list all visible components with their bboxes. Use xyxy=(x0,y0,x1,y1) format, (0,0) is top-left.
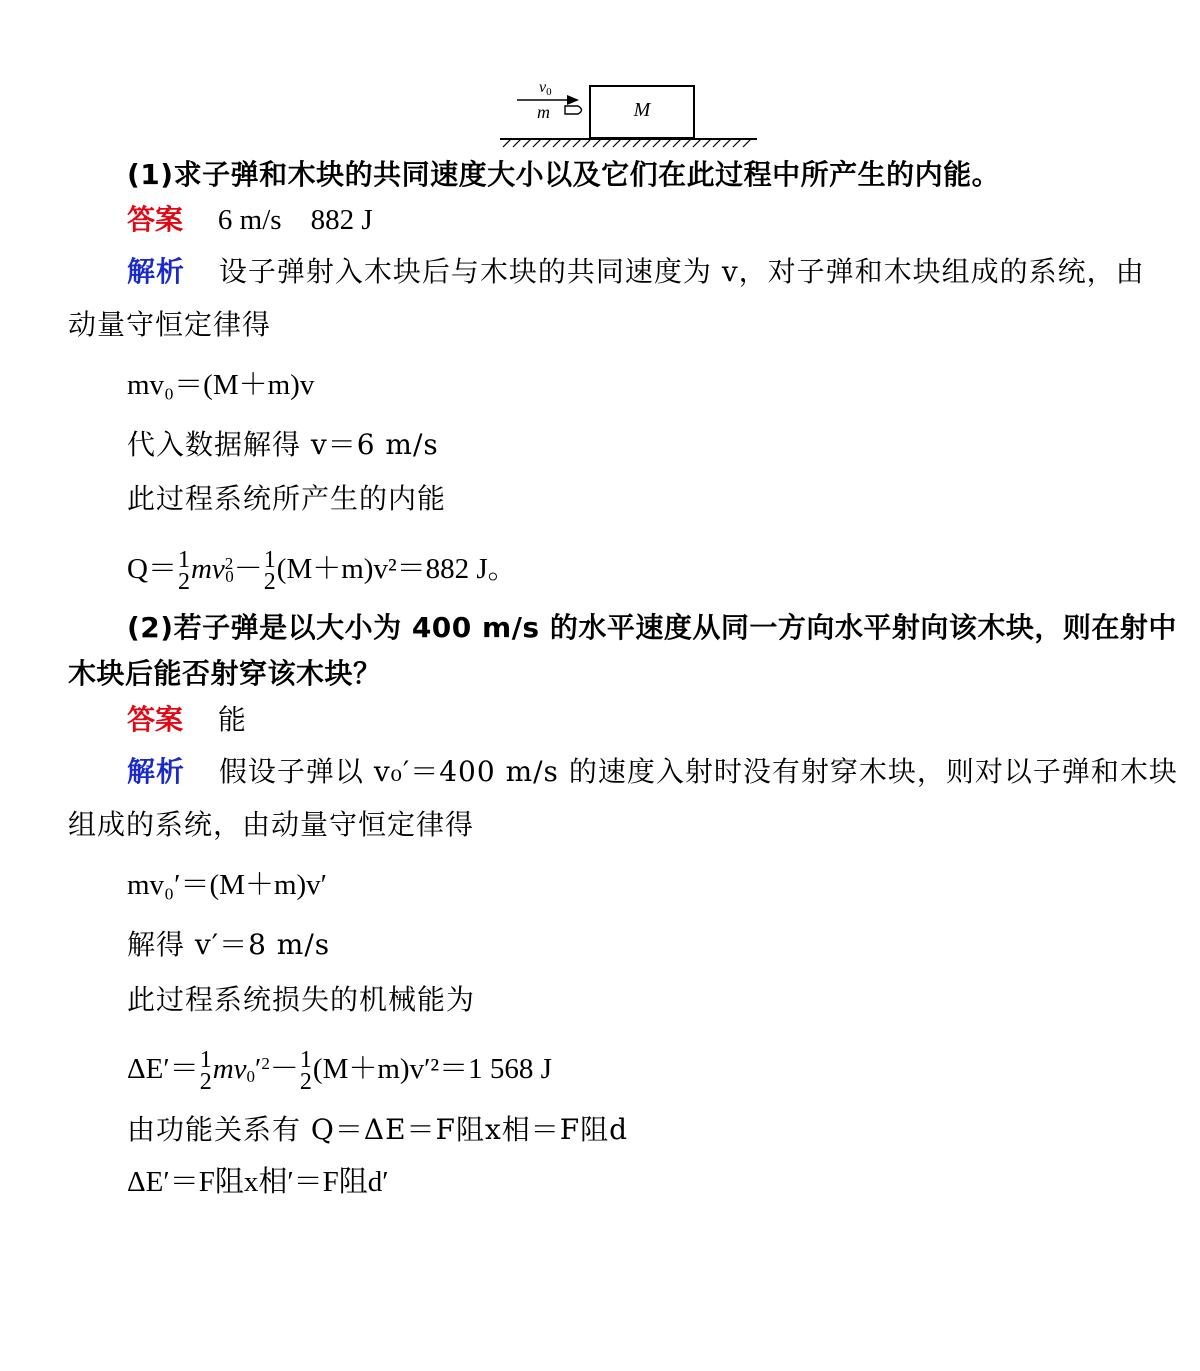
answer-tag: 答案 xyxy=(127,703,184,736)
q2-step1: 解得 v′＝8 m/s xyxy=(127,928,331,961)
q1-step1: 代入数据解得 v＝6 m/s xyxy=(127,428,439,461)
q2-step3: 由功能关系有 Q＝ΔE＝F阻x相＝F阻d xyxy=(127,1113,629,1146)
q1-eq1: mv₀＝(M＋m)v xyxy=(127,369,315,401)
q2-analysis-row1 xyxy=(127,752,1178,792)
q2-answer: 能 xyxy=(217,703,247,736)
bullet-icon xyxy=(565,106,582,114)
block-label: M xyxy=(633,99,651,121)
q1-analysis-row1 xyxy=(127,252,1145,292)
q2-eq2-prefix: ΔE′＝ xyxy=(127,1053,199,1085)
q1-step2: 此过程系统所产生的内能 xyxy=(127,482,447,515)
bullet-label: m xyxy=(537,102,550,122)
q1-question: (1)求子弹和木块的共同速度大小以及它们在此过程中所产生的内能。 xyxy=(127,158,1001,191)
q2-answer-row xyxy=(127,700,247,740)
q1-eq2-prefix: Q＝ xyxy=(127,553,177,585)
arrow-head-icon xyxy=(567,95,579,105)
q1-eq2: Q＝ 1 2 $mv^2_0-$ 1 2 (M＋m)v²＝882 J。 xyxy=(127,547,517,596)
q1-eq2-tail: (M＋m)v²＝882 J。 xyxy=(276,553,517,585)
half-fraction: 1 2 xyxy=(263,547,276,596)
analysis-tag: 解析 xyxy=(127,755,186,788)
v0-label: v0 xyxy=(539,79,552,98)
q2-eq1: mv₀′＝(M＋m)v′ xyxy=(127,869,328,901)
half-fraction: 1 2 xyxy=(177,547,190,596)
half-fraction: 1 2 xyxy=(199,1047,212,1096)
half-fraction: 1 2 xyxy=(299,1047,312,1096)
bullet-block-diagram xyxy=(495,72,765,152)
q2-analysis-line2: 组成的系统，由动量守恒定律得 xyxy=(68,808,475,841)
q1-answer: 6 m/s 882 J xyxy=(217,204,373,236)
ground-hatch xyxy=(503,139,751,147)
q1-answer-row xyxy=(127,200,373,240)
q2-analysis-line1: 假设子弹以 v₀′＝400 m/s 的速度入射时没有射穿木块，则对以子弹和木块 xyxy=(218,755,1178,788)
q2-question-line2: 木块后能否射穿该木块？ xyxy=(68,657,382,690)
answer-tag: 答案 xyxy=(127,203,184,236)
q1-analysis-line2: 动量守恒定律得 xyxy=(68,308,272,341)
q2-eq2-tail: (M＋m)v′²＝1 568 J xyxy=(312,1053,552,1085)
q2-eq3: ΔE′＝F阻x相′＝F阻d′ xyxy=(127,1166,389,1198)
q2-step2: 此过程系统损失的机械能为 xyxy=(127,983,476,1016)
analysis-tag: 解析 xyxy=(127,255,186,288)
q1-analysis-line1: 设子弹射入木块后与木块的共同速度为 v，对子弹和木块组成的系统，由 xyxy=(218,255,1145,288)
q2-question-line1: (2)若子弹是以大小为 400 m/s 的水平速度从同一方向水平射向该木块，则在射中 xyxy=(127,611,1177,644)
q2-eq2: ΔE′＝ 1 2 $mv_0'^2-$ 1 2 (M＋m)v′²＝1 568 J xyxy=(127,1047,552,1096)
